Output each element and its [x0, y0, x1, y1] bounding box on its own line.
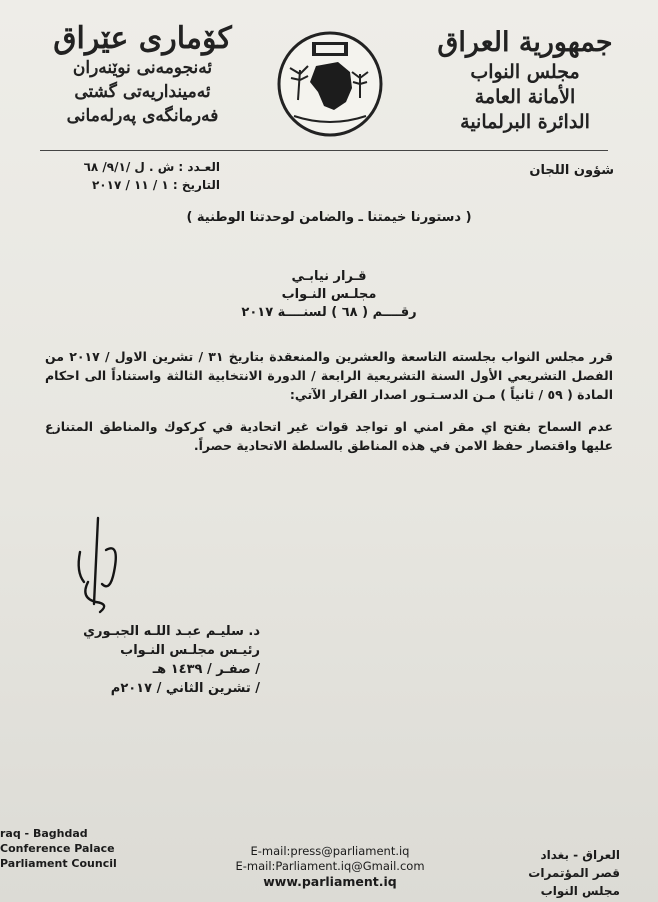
signer-title: رئيـس مجلـس النـواب [120, 643, 260, 658]
footer-en-line-2: Conference Palace [0, 842, 115, 855]
footer-contacts [215, 844, 445, 889]
signature-icon [50, 512, 140, 622]
signer-gregorian-date: / تشرين الثاني / ٢٠١٧م [110, 681, 260, 696]
decision-text: عدم السماح بفتح اي مقر امني او تواجد قوات غير اتحادية في كركوك والمناطق المتنازع عليها واقتصار حفظ الامن في هذه المناطق بالسلطة الاتحادية حصراً. [45, 419, 613, 453]
header-divider [40, 150, 608, 151]
signer-name: د. سليـم عبـد اللـه الجبـوري [83, 624, 260, 639]
signer-block [60, 622, 260, 698]
kurdish-letterhead [40, 22, 245, 128]
decision-title: قـرار نيابـي [291, 269, 367, 284]
kurdish-line-2: ئەنجومەنی نوێنەران [72, 58, 213, 78]
motto: ( دستورنا خيمتنا ـ والضامن لوحدتنا الوطنية ) [186, 210, 472, 225]
kurdish-line-4: فەرمانگەی پەرلەمانی [66, 106, 219, 126]
reference-number: العـدد : ش . ل /٩/١/ ٦٨ [83, 160, 220, 174]
signer-hijri-date: / صفـر / ١٤٣٩ هـ [152, 662, 260, 677]
kurdish-line-1: کۆماری عێراق [53, 21, 232, 56]
footer-email-gmail: E-mail:Parliament.iq@Gmail.com [235, 859, 425, 873]
arabic-line-3: الأمانة العامة [474, 86, 576, 108]
reference-block [70, 158, 220, 194]
decision-number: رقــــم ( ٦٨ ) لسنــــة ٢٠١٧ [241, 305, 417, 320]
iraq-emblem-icon [276, 30, 384, 138]
footer-ar-line-3: مجلس النواب [540, 884, 620, 898]
arabic-line-2: مجلس النواب [470, 61, 580, 83]
kurdish-line-3: ئەمینداریەتی گشتی [74, 82, 211, 102]
decision-council: مجلـس النـواب [281, 287, 377, 302]
footer-en-line-3: Parliament Council [0, 857, 117, 870]
footer [0, 826, 658, 902]
footer-address-ar [510, 846, 620, 900]
footer-email-press: E-mail:press@parliament.iq [250, 844, 410, 858]
footer-en-line-1: raq - Baghdad [0, 827, 88, 840]
footer-website: www.parliament.iq [263, 874, 397, 889]
footer-address-en [0, 826, 150, 871]
arabic-line-1: جمهورية العراق [437, 27, 613, 58]
footer-ar-line-2: قصر المؤتمرات [528, 866, 620, 880]
reference-date: التاريخ : ١ / ١١ / ٢٠١٧ [91, 178, 220, 192]
arabic-line-4: الدائرة البرلمانية [460, 111, 590, 133]
footer-ar-line-1: العراق - بغداد [540, 848, 620, 862]
department-label: شؤون اللجان [529, 163, 614, 178]
decision-heading [0, 268, 658, 322]
decision-preamble: قرر مجلس النواب بجلسته التاسعة والعشرين والمنعقدة بتاريخ ٣١ / تشرين الاول / ٢٠١٧ من الفصل التشريعي الأول السنة التشريعية الرابعة / الدورة الانتخابية الثالثة واستناداً الى احكام المادة ( ٥٩ / ثانياً ) مـن الدسـتـور اصدار القرار الآتي: [45, 349, 613, 402]
arabic-letterhead [430, 26, 620, 135]
